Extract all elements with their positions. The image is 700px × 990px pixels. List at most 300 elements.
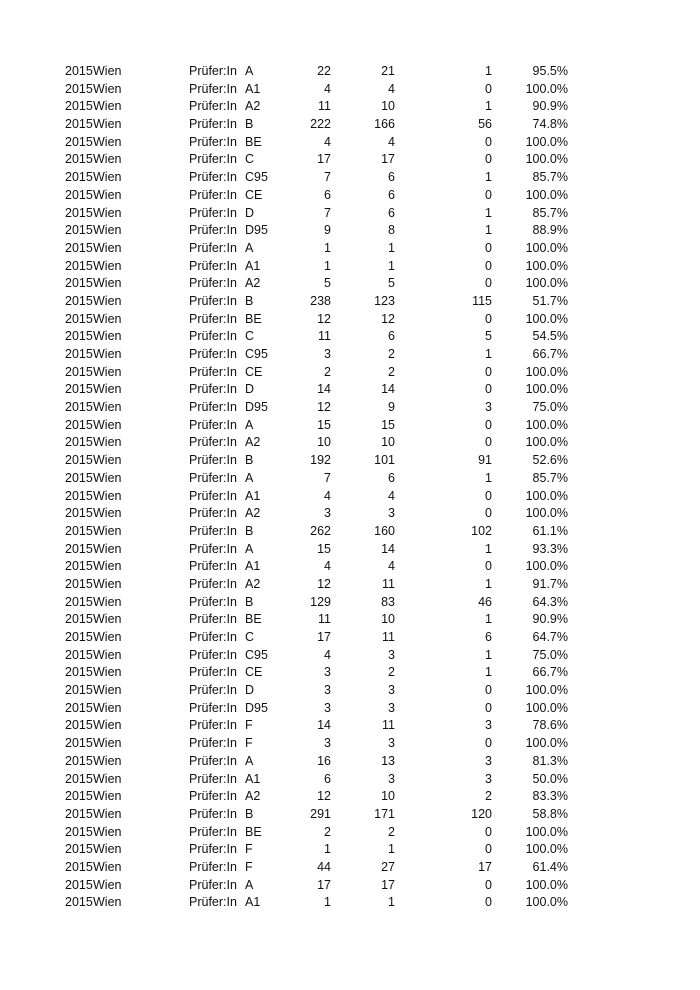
failed-count-cell: 1 xyxy=(485,647,492,662)
pass-rate-cell: 100.0% xyxy=(525,240,568,255)
passed-count-cell: 6 xyxy=(388,205,395,220)
passed-count-cell: 1 xyxy=(388,895,395,910)
pass-rate-cell: 58.8% xyxy=(532,806,568,821)
passed-count-cell: 12 xyxy=(381,311,395,326)
failed-count-cell: 0 xyxy=(485,240,492,255)
role-cell: Prüfer:In xyxy=(189,470,237,485)
total-count-cell: 17 xyxy=(317,152,331,167)
role-cell: Prüfer:In xyxy=(189,594,237,609)
pass-rate-cell: 91.7% xyxy=(532,576,568,591)
total-count-cell: 11 xyxy=(318,612,331,627)
city-cell: Wien xyxy=(93,170,122,185)
year-cell: 2015 xyxy=(65,541,93,556)
year-cell: 2015 xyxy=(65,630,93,644)
city-cell: Wien xyxy=(93,276,122,291)
failed-count-cell: 0 xyxy=(485,877,492,892)
city-cell: Wien xyxy=(93,347,122,361)
total-count-cell: 22 xyxy=(317,64,331,78)
role-cell: Prüfer:In xyxy=(189,152,237,167)
total-count-cell: 12 xyxy=(317,789,331,804)
passed-count-cell: 11 xyxy=(382,718,395,733)
licence-class-cell: B xyxy=(245,523,254,538)
licence-class-cell: D95 xyxy=(245,700,268,715)
passed-count-cell: 10 xyxy=(381,99,395,114)
table-row xyxy=(0,399,700,417)
passed-count-cell: 4 xyxy=(388,559,395,574)
city-cell: Wien xyxy=(93,559,122,574)
failed-count-cell: 3 xyxy=(485,400,492,415)
failed-count-cell: 0 xyxy=(485,435,492,450)
city-cell: Wien xyxy=(93,576,122,591)
city-cell: Wien xyxy=(93,187,122,202)
licence-class-cell: A1 xyxy=(245,81,261,96)
total-count-cell: 9 xyxy=(324,223,331,238)
licence-class-cell: BE xyxy=(245,311,262,326)
passed-count-cell: 3 xyxy=(388,700,395,715)
city-cell: Wien xyxy=(93,329,122,344)
table-row xyxy=(0,98,700,116)
pass-rate-cell: 85.7% xyxy=(532,205,568,220)
licence-class-cell: A2 xyxy=(245,789,261,804)
year-cell: 2015 xyxy=(65,700,93,715)
year-cell: 2015 xyxy=(65,612,93,627)
table-row xyxy=(0,894,700,912)
city-cell: Wien xyxy=(93,64,122,78)
city-cell: Wien xyxy=(93,806,122,821)
total-count-cell: 4 xyxy=(324,647,331,662)
city-cell: Wien xyxy=(93,240,122,255)
licence-class-cell: A xyxy=(245,753,254,768)
pass-rate-cell: 100.0% xyxy=(525,488,568,503)
city-cell: Wien xyxy=(93,205,122,220)
total-count-cell: 15 xyxy=(317,417,331,432)
table-row xyxy=(0,859,700,877)
failed-count-cell: 1 xyxy=(485,541,492,556)
city-cell: Wien xyxy=(93,877,122,892)
pass-rate-cell: 50.0% xyxy=(532,771,568,786)
licence-class-cell: A xyxy=(245,64,254,78)
year-cell: 2015 xyxy=(65,81,93,96)
licence-class-cell: BE xyxy=(245,824,262,839)
role-cell: Prüfer:In xyxy=(189,99,237,114)
licence-class-cell: C95 xyxy=(245,647,268,662)
licence-class-cell: B xyxy=(245,453,254,468)
total-count-cell: 3 xyxy=(324,700,331,715)
passed-count-cell: 2 xyxy=(388,364,395,379)
pass-rate-cell: 66.7% xyxy=(532,665,568,680)
pass-rate-cell: 61.4% xyxy=(532,859,568,874)
licence-class-cell: A2 xyxy=(245,99,261,114)
table-row xyxy=(0,364,700,382)
role-cell: Prüfer:In xyxy=(189,541,237,556)
passed-count-cell: 3 xyxy=(388,683,395,698)
pass-rate-cell: 64.3% xyxy=(532,594,568,609)
failed-count-cell: 0 xyxy=(485,134,492,149)
total-count-cell: 3 xyxy=(324,506,331,521)
year-cell: 2015 xyxy=(65,64,93,78)
year-cell: 2015 xyxy=(65,488,93,503)
role-cell: Prüfer:In xyxy=(189,435,237,450)
failed-count-cell: 0 xyxy=(485,311,492,326)
pass-rate-cell: 100.0% xyxy=(525,417,568,432)
failed-count-cell: 0 xyxy=(485,276,492,291)
passed-count-cell: 2 xyxy=(388,665,395,680)
table-row xyxy=(0,63,700,81)
total-count-cell: 17 xyxy=(317,877,331,892)
total-count-cell: 11 xyxy=(318,329,331,344)
passed-count-cell: 17 xyxy=(381,152,395,167)
failed-count-cell: 0 xyxy=(485,895,492,910)
city-cell: Wien xyxy=(93,152,122,167)
city-cell: Wien xyxy=(93,665,122,680)
table-row xyxy=(0,151,700,169)
total-count-cell: 7 xyxy=(324,170,331,185)
role-cell: Prüfer:In xyxy=(189,576,237,591)
year-cell: 2015 xyxy=(65,258,93,273)
year-cell: 2015 xyxy=(65,170,93,185)
year-cell: 2015 xyxy=(65,824,93,839)
passed-count-cell: 3 xyxy=(388,736,395,751)
year-cell: 2015 xyxy=(65,877,93,892)
pass-rate-cell: 100.0% xyxy=(525,276,568,291)
total-count-cell: 4 xyxy=(324,488,331,503)
year-cell: 2015 xyxy=(65,859,93,874)
role-cell: Prüfer:In xyxy=(189,382,237,397)
failed-count-cell: 1 xyxy=(485,576,492,591)
role-cell: Prüfer:In xyxy=(189,240,237,255)
year-cell: 2015 xyxy=(65,647,93,662)
year-cell: 2015 xyxy=(65,895,93,910)
pass-rate-cell: 100.0% xyxy=(525,134,568,149)
pass-rate-cell: 81.3% xyxy=(532,753,568,768)
table-row xyxy=(0,505,700,523)
total-count-cell: 1 xyxy=(324,240,331,255)
passed-count-cell: 160 xyxy=(374,523,395,538)
role-cell: Prüfer:In xyxy=(189,877,237,892)
total-count-cell: 2 xyxy=(324,364,331,379)
role-cell: Prüfer:In xyxy=(189,276,237,291)
role-cell: Prüfer:In xyxy=(189,559,237,574)
passed-count-cell: 11 xyxy=(382,576,395,591)
year-cell: 2015 xyxy=(65,842,93,857)
licence-class-cell: B xyxy=(245,806,254,821)
total-count-cell: 2 xyxy=(324,824,331,839)
table-row xyxy=(0,735,700,753)
city-cell: Wien xyxy=(93,523,122,538)
passed-count-cell: 6 xyxy=(388,187,395,202)
failed-count-cell: 1 xyxy=(485,99,492,114)
year-cell: 2015 xyxy=(65,506,93,521)
year-cell: 2015 xyxy=(65,293,93,308)
year-cell: 2015 xyxy=(65,347,93,361)
year-cell: 2015 xyxy=(65,789,93,804)
passed-count-cell: 1 xyxy=(388,842,395,857)
table-row xyxy=(0,187,700,205)
total-count-cell: 7 xyxy=(324,470,331,485)
total-count-cell: 44 xyxy=(317,859,331,874)
table-row xyxy=(0,488,700,506)
year-cell: 2015 xyxy=(65,665,93,680)
passed-count-cell: 2 xyxy=(388,347,395,361)
role-cell: Prüfer:In xyxy=(189,771,237,786)
passed-count-cell: 14 xyxy=(381,382,395,397)
pass-rate-cell: 100.0% xyxy=(525,435,568,450)
licence-class-cell: A2 xyxy=(245,435,261,450)
table-row xyxy=(0,664,700,682)
total-count-cell: 262 xyxy=(310,523,331,538)
passed-count-cell: 15 xyxy=(381,417,395,432)
table-row xyxy=(0,788,700,806)
year-cell: 2015 xyxy=(65,187,93,202)
licence-class-cell: F xyxy=(245,718,253,733)
role-cell: Prüfer:In xyxy=(189,824,237,839)
passed-count-cell: 10 xyxy=(381,789,395,804)
table-row xyxy=(0,311,700,329)
table-row xyxy=(0,594,700,612)
licence-class-cell: BE xyxy=(245,612,262,627)
total-count-cell: 14 xyxy=(317,382,331,397)
licence-class-cell: A1 xyxy=(245,488,261,503)
failed-count-cell: 1 xyxy=(485,64,492,78)
failed-count-cell: 17 xyxy=(478,859,492,874)
city-cell: Wien xyxy=(93,134,122,149)
total-count-cell: 11 xyxy=(318,99,331,114)
role-cell: Prüfer:In xyxy=(189,453,237,468)
passed-count-cell: 8 xyxy=(388,223,395,238)
role-cell: Prüfer:In xyxy=(189,400,237,415)
city-cell: Wien xyxy=(93,223,122,238)
table-row xyxy=(0,717,700,735)
passed-count-cell: 10 xyxy=(381,435,395,450)
table-row xyxy=(0,541,700,559)
table-row xyxy=(0,753,700,771)
failed-count-cell: 1 xyxy=(485,470,492,485)
city-cell: Wien xyxy=(93,612,122,627)
failed-count-cell: 0 xyxy=(485,187,492,202)
year-cell: 2015 xyxy=(65,806,93,821)
role-cell: Prüfer:In xyxy=(189,311,237,326)
total-count-cell: 12 xyxy=(317,311,331,326)
table-row xyxy=(0,222,700,240)
failed-count-cell: 0 xyxy=(485,559,492,574)
table-row xyxy=(0,771,700,789)
failed-count-cell: 3 xyxy=(485,718,492,733)
failed-count-cell: 46 xyxy=(478,594,492,609)
role-cell: Prüfer:In xyxy=(189,789,237,804)
licence-class-cell: A2 xyxy=(245,576,261,591)
table-row xyxy=(0,205,700,223)
table-row xyxy=(0,293,700,311)
pass-rate-cell: 100.0% xyxy=(525,382,568,397)
year-cell: 2015 xyxy=(65,576,93,591)
pass-rate-cell: 100.0% xyxy=(525,187,568,202)
total-count-cell: 12 xyxy=(317,576,331,591)
licence-class-cell: B xyxy=(245,117,254,132)
table-row xyxy=(0,682,700,700)
pass-rate-cell: 78.6% xyxy=(532,718,568,733)
role-cell: Prüfer:In xyxy=(189,842,237,857)
table-row xyxy=(0,806,700,824)
passed-count-cell: 101 xyxy=(374,453,395,468)
table-row xyxy=(0,877,700,895)
licence-class-cell: A xyxy=(245,470,254,485)
table-row xyxy=(0,629,700,647)
role-cell: Prüfer:In xyxy=(189,134,237,149)
licence-class-cell: D xyxy=(245,382,255,397)
failed-count-cell: 0 xyxy=(485,842,492,857)
table-row xyxy=(0,346,700,364)
role-cell: Prüfer:In xyxy=(189,806,237,821)
licence-class-cell: C xyxy=(245,152,255,167)
year-cell: 2015 xyxy=(65,771,93,786)
role-cell: Prüfer:In xyxy=(189,506,237,521)
failed-count-cell: 0 xyxy=(485,683,492,698)
role-cell: Prüfer:In xyxy=(189,329,237,344)
total-count-cell: 192 xyxy=(310,453,331,468)
city-cell: Wien xyxy=(93,364,122,379)
city-cell: Wien xyxy=(93,700,122,715)
pass-rate-cell: 52.6% xyxy=(532,453,568,468)
city-cell: Wien xyxy=(93,842,122,857)
role-cell: Prüfer:In xyxy=(189,488,237,503)
table-row xyxy=(0,434,700,452)
city-cell: Wien xyxy=(93,506,122,521)
passed-count-cell: 21 xyxy=(381,64,395,78)
pass-rate-cell: 100.0% xyxy=(525,877,568,892)
passed-count-cell: 27 xyxy=(381,859,395,874)
pass-rate-cell: 74.8% xyxy=(532,117,568,132)
total-count-cell: 14 xyxy=(317,718,331,733)
table-row xyxy=(0,169,700,187)
failed-count-cell: 0 xyxy=(485,417,492,432)
city-cell: Wien xyxy=(93,594,122,609)
role-cell: Prüfer:In xyxy=(189,630,237,644)
total-count-cell: 4 xyxy=(324,134,331,149)
failed-count-cell: 0 xyxy=(485,824,492,839)
data-table xyxy=(0,63,700,912)
total-count-cell: 1 xyxy=(324,258,331,273)
role-cell: Prüfer:In xyxy=(189,647,237,662)
failed-count-cell: 102 xyxy=(471,523,492,538)
failed-count-cell: 0 xyxy=(485,81,492,96)
year-cell: 2015 xyxy=(65,99,93,114)
total-count-cell: 129 xyxy=(310,594,331,609)
role-cell: Prüfer:In xyxy=(189,64,237,78)
city-cell: Wien xyxy=(93,81,122,96)
role-cell: Prüfer:In xyxy=(189,205,237,220)
pass-rate-cell: 85.7% xyxy=(532,470,568,485)
table-row xyxy=(0,523,700,541)
licence-class-cell: CE xyxy=(245,364,263,379)
licence-class-cell: A1 xyxy=(245,771,261,786)
total-count-cell: 4 xyxy=(324,559,331,574)
role-cell: Prüfer:In xyxy=(189,612,237,627)
pass-rate-cell: 83.3% xyxy=(532,789,568,804)
failed-count-cell: 1 xyxy=(485,205,492,220)
city-cell: Wien xyxy=(93,400,122,415)
passed-count-cell: 4 xyxy=(388,488,395,503)
city-cell: Wien xyxy=(93,824,122,839)
role-cell: Prüfer:In xyxy=(189,665,237,680)
failed-count-cell: 2 xyxy=(485,789,492,804)
total-count-cell: 4 xyxy=(324,81,331,96)
city-cell: Wien xyxy=(93,293,122,308)
year-cell: 2015 xyxy=(65,736,93,751)
city-cell: Wien xyxy=(93,488,122,503)
year-cell: 2015 xyxy=(65,134,93,149)
year-cell: 2015 xyxy=(65,470,93,485)
pass-rate-cell: 95.5% xyxy=(532,64,568,78)
role-cell: Prüfer:In xyxy=(189,859,237,874)
licence-class-cell: F xyxy=(245,859,253,874)
licence-class-cell: A xyxy=(245,541,254,556)
city-cell: Wien xyxy=(93,417,122,432)
city-cell: Wien xyxy=(93,771,122,786)
total-count-cell: 12 xyxy=(317,400,331,415)
passed-count-cell: 14 xyxy=(381,541,395,556)
failed-count-cell: 1 xyxy=(485,170,492,185)
role-cell: Prüfer:In xyxy=(189,187,237,202)
role-cell: Prüfer:In xyxy=(189,753,237,768)
failed-count-cell: 115 xyxy=(472,293,492,308)
failed-count-cell: 3 xyxy=(485,753,492,768)
passed-count-cell: 9 xyxy=(388,400,395,415)
city-cell: Wien xyxy=(93,753,122,768)
failed-count-cell: 56 xyxy=(478,117,492,132)
year-cell: 2015 xyxy=(65,417,93,432)
licence-class-cell: D95 xyxy=(245,400,268,415)
licence-class-cell: F xyxy=(245,842,253,857)
licence-class-cell: D xyxy=(245,683,255,698)
pass-rate-cell: 100.0% xyxy=(525,559,568,574)
table-row xyxy=(0,134,700,152)
pass-rate-cell: 51.7% xyxy=(532,293,568,308)
city-cell: Wien xyxy=(93,99,122,114)
passed-count-cell: 2 xyxy=(388,824,395,839)
year-cell: 2015 xyxy=(65,753,93,768)
total-count-cell: 3 xyxy=(324,347,331,361)
licence-class-cell: C xyxy=(245,329,255,344)
licence-class-cell: A xyxy=(245,877,254,892)
passed-count-cell: 3 xyxy=(388,771,395,786)
role-cell: Prüfer:In xyxy=(189,170,237,185)
table-row xyxy=(0,417,700,435)
year-cell: 2015 xyxy=(65,117,93,132)
total-count-cell: 6 xyxy=(324,187,331,202)
total-count-cell: 1 xyxy=(324,842,331,857)
year-cell: 2015 xyxy=(65,223,93,238)
year-cell: 2015 xyxy=(65,453,93,468)
total-count-cell: 5 xyxy=(324,276,331,291)
failed-count-cell: 0 xyxy=(485,364,492,379)
passed-count-cell: 171 xyxy=(374,806,395,821)
city-cell: Wien xyxy=(93,470,122,485)
pass-rate-cell: 100.0% xyxy=(525,311,568,326)
total-count-cell: 10 xyxy=(317,435,331,450)
table-row xyxy=(0,558,700,576)
pass-rate-cell: 90.9% xyxy=(532,99,568,114)
licence-class-cell: C95 xyxy=(245,347,268,361)
pass-rate-cell: 90.9% xyxy=(532,612,568,627)
year-cell: 2015 xyxy=(65,152,93,167)
city-cell: Wien xyxy=(93,541,122,556)
pass-rate-cell: 88.9% xyxy=(532,223,568,238)
pass-rate-cell: 75.0% xyxy=(532,400,568,415)
total-count-cell: 1 xyxy=(324,895,331,910)
table-row xyxy=(0,611,700,629)
role-cell: Prüfer:In xyxy=(189,736,237,751)
table-row xyxy=(0,452,700,470)
